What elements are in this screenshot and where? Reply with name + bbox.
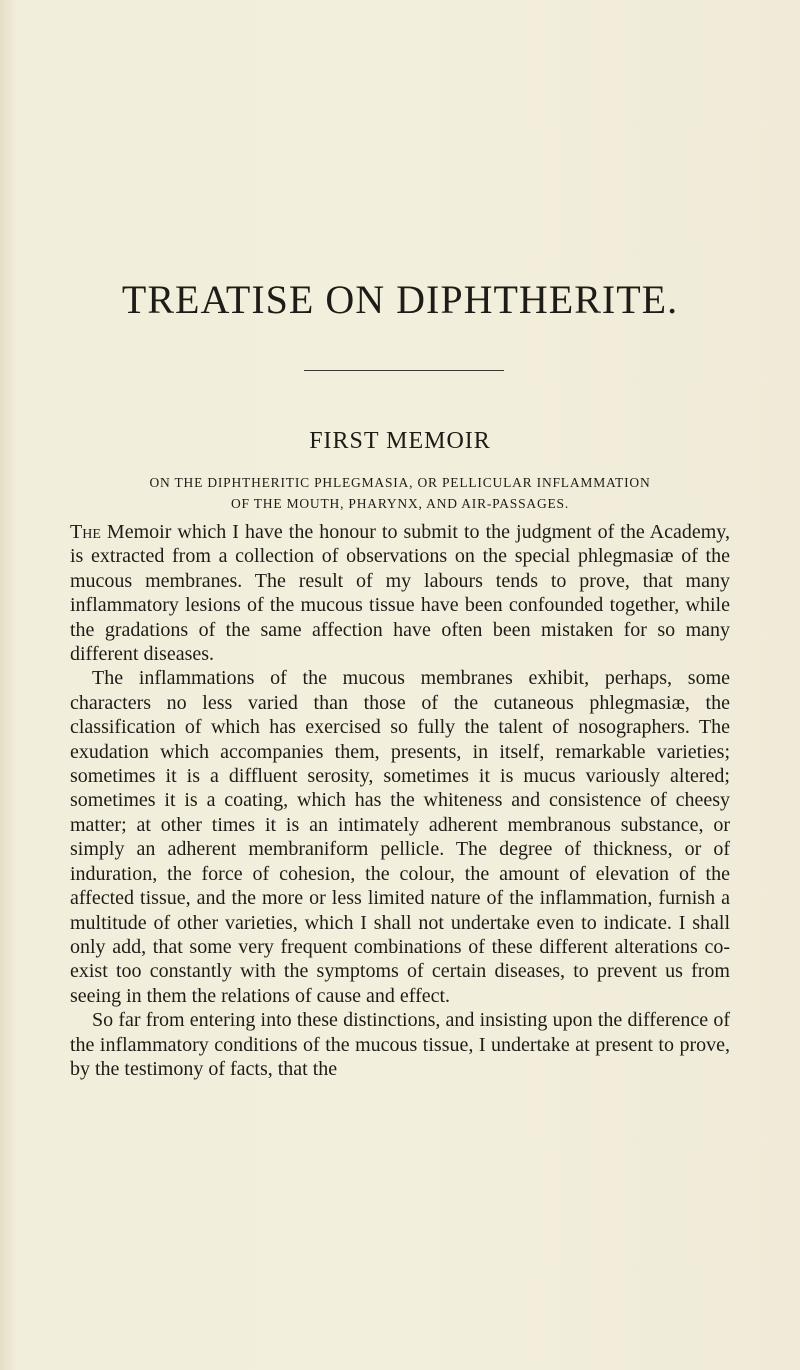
paragraph-1-lead: The bbox=[70, 521, 101, 543]
paragraph-1 bbox=[70, 520, 730, 666]
paragraph-1-text: Memoir which I have the honour to submit to the judgment of the Academy, is extracted from a collection of observations on the special phlegmasiæ of the mucous membranes. The result of my labours tends to prove, that many inflammatory lesions of the mucous tissue have been confounded together, while the gradations of the same affection have often been mistaken for so many different diseases. bbox=[70, 521, 730, 666]
subheading-line-2: OF THE MOUTH, PHARYNX, AND AIR-PASSAGES. bbox=[230, 496, 570, 511]
memoir-subheading bbox=[70, 472, 730, 514]
paragraph-3: So far from entering into these distinctions, and insisting upon the difference of the inflammatory conditions of the mucous tissue, I undertake at present to prove, by the testimony of facts, that the bbox=[70, 1009, 730, 1080]
paragraph-2: The inflammations of the mucous membranes exhibit, perhaps, some characters no less varied than those of the cutaneous phlegmasiæ, the classification of which has exercised so fully the talent of nosographers. The exudation which accompanies them, presents, in itself, remarkable varieties; sometimes it is a diffluent serosity, sometimes it is mucus variously altered; sometimes it is a coating, which has the whiteness and consistence of cheesy matter; at other times it is an intimately adherent membranous substance, or simply an adherent membraniform pellicle. The degree of thickness, or of induration, the force of cohesion, the colour, the amount of elevation of the affected tissue, and the more or less limited nature of the inflammation, furnish a multitude of other varieties, which I shall not undertake even to indicate. I shall only add, that some very frequent combinations of these different alterations co-exist too constantly with the symptoms of certain diseases, to prevent us from seeing in them the relations of cause and effect. bbox=[70, 667, 730, 1007]
memoir-heading: FIRST MEMOIR bbox=[309, 428, 491, 454]
body-text bbox=[70, 520, 730, 1081]
title-divider bbox=[304, 370, 504, 371]
book-title: TREATISE ON DIPHTHERITE. bbox=[121, 277, 679, 322]
subheading-line-1: ON THE DIPHTHERITIC PHLEGMASIA, OR PELLICULAR INFLAMMATION bbox=[149, 475, 651, 490]
